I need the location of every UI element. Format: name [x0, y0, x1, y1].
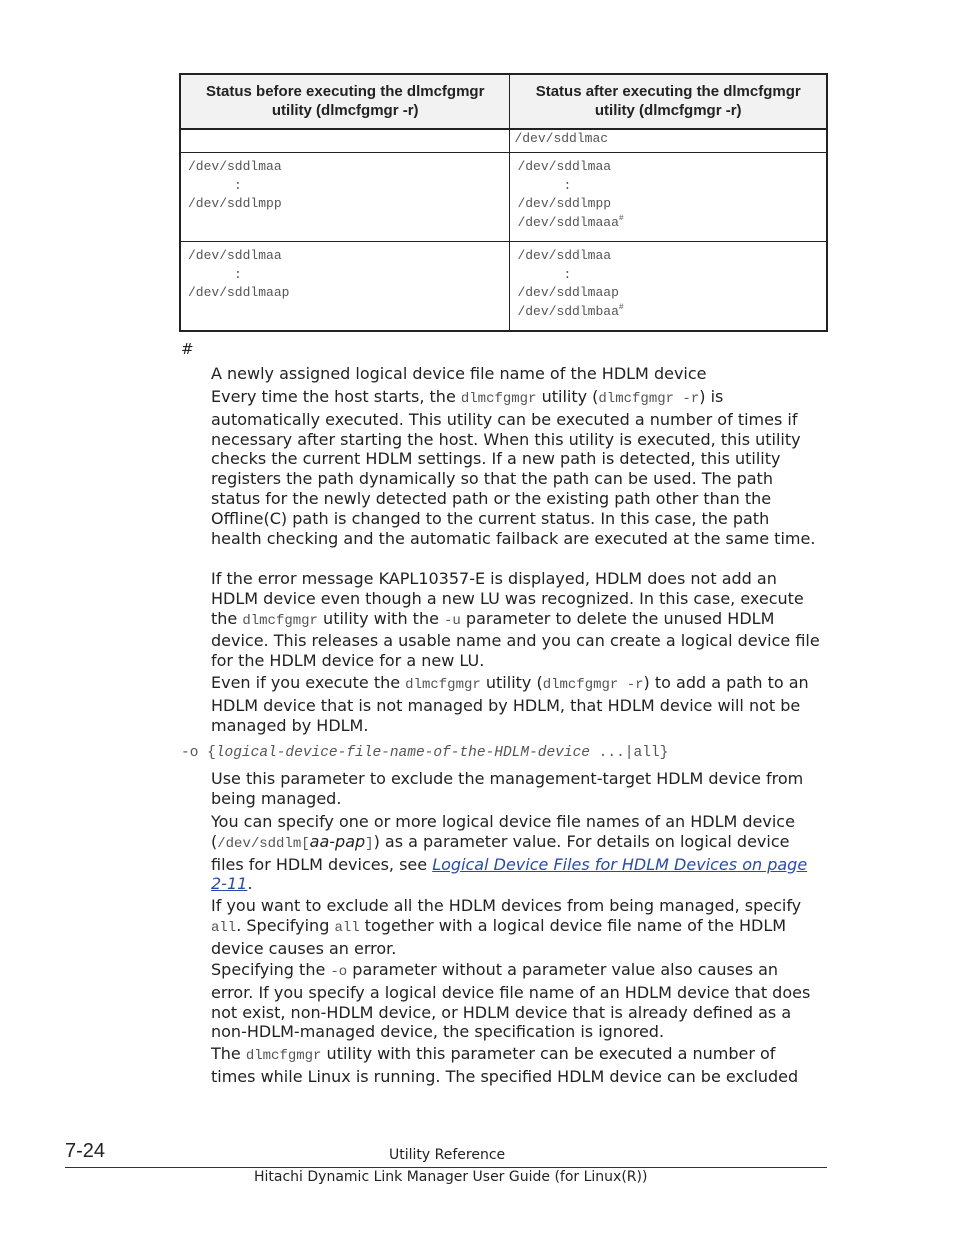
ellipsis-colon: :: [234, 266, 242, 282]
text: If you want to exclude all the HDLM devices from being managed, specify: [211, 896, 802, 915]
text: parameter without a parameter value also causes an error. If you specify a logical device file name of an HDLM device that does not exist, non-HDLM device, or HDLM device that is already defined as a non-HDLM-managed device, the specification is ignored.: [211, 960, 811, 1042]
text: . Specifying: [236, 915, 335, 935]
text: The: [211, 1044, 246, 1063]
status-table: [179, 73, 828, 332]
code: -u: [444, 612, 461, 629]
footer-title: Hitachi Dynamic Link Manager User Guide (for Linux(R)): [254, 1169, 648, 1185]
table-row: [180, 129, 827, 153]
text: Every time the host starts, the: [211, 387, 461, 406]
text: ) to add a path to an HDLM device that is not managed by HDLM, that HDLM device will not be managed by HDLM.: [211, 673, 809, 735]
footnote-mark: #: [618, 214, 624, 224]
footnote-text: A newly assigned logical device file name of the HDLM device: [211, 364, 707, 383]
text: together with a logical device file name of the HDLM device causes an error.: [211, 915, 787, 958]
code: /dev/sddlm[: [217, 835, 310, 852]
device-path: /dev/sddlmac: [514, 131, 609, 146]
code: dlmcfgmgr: [245, 1048, 322, 1064]
paragraph: [211, 812, 823, 894]
text: ) is automatically executed. This utility can be executed a number of times if necessary after starting the host. When this utility is executed, this utility checks the current HDLM settings. If a new path is detected, this utility registers the path dynamically so that the path can be used. The path status for the newly detected path or the existing path other than the Offline(C) path is changed to the current status. In this case, the path health checking and the automatic failback are executed at the same time.: [211, 387, 816, 548]
paragraph: Use this parameter to exclude the management-target HDLM device from being managed.: [211, 769, 804, 808]
code: dlmcfgmgr: [405, 677, 481, 693]
text: parameter to delete the unused HDLM device. This releases a usable name and you can create a logical device file for the HDLM device for a new LU.: [211, 608, 820, 671]
device-path: /dev/sddlmpp: [188, 196, 282, 212]
text: You can specify one or more logical device file names of an HDLM device (: [211, 812, 795, 851]
paragraph: [211, 896, 823, 958]
column-header-after: Status after executing the dlmcfgmgr utility (dlmcfgmgr -r): [510, 74, 827, 129]
text: ) as a parameter value. For details on logical device files for HDLM devices, see: [211, 831, 790, 874]
device-path: /dev/sddlmaap: [517, 285, 619, 301]
device-path: /dev/sddlmbaa: [517, 303, 619, 319]
text: utility (: [480, 673, 543, 692]
paragraph: [211, 569, 823, 671]
code: dlmcfgmgr: [242, 612, 318, 629]
device-path: /dev/sddlmaaa: [517, 215, 619, 231]
ellipsis-colon: :: [563, 177, 572, 193]
text: utility (: [536, 387, 599, 406]
table-row: [180, 241, 827, 330]
code: ...|all}: [589, 745, 669, 761]
table-cell: [180, 129, 510, 153]
table-cell: [510, 129, 827, 153]
code-italic: aa-pap: [309, 831, 366, 851]
table-row: [180, 153, 827, 242]
table-cell: [510, 153, 827, 242]
option-syntax: [181, 745, 668, 761]
text: Even if you execute the: [211, 673, 406, 692]
ellipsis-colon: :: [563, 266, 572, 282]
footnote-marker: #: [181, 340, 194, 358]
device-path: /dev/sddlmaa: [188, 159, 282, 174]
ellipsis-colon: :: [234, 177, 242, 193]
column-header-before: Status before executing the dlmcfgmgr utility (dlmcfgmgr -r): [180, 74, 510, 129]
code: dlmcfgmgr -r: [542, 677, 644, 693]
paragraph: [211, 1044, 823, 1087]
device-path: /dev/sddlmpp: [517, 196, 612, 212]
footnote-mark: #: [618, 302, 624, 312]
page-number: 7-24: [65, 1140, 106, 1162]
code: all: [334, 919, 360, 936]
table-cell: [180, 241, 510, 330]
code: dlmcfgmgr -r: [598, 391, 700, 407]
code: -o {: [181, 745, 216, 761]
cross-reference-link[interactable]: Logical Device Files for HDLM Devices on page 2-11: [211, 854, 808, 894]
device-path: /dev/sddlmaa: [188, 247, 282, 263]
text: utility with the: [317, 608, 445, 628]
code: all: [211, 919, 237, 936]
text: If the error message KAPL10357-E is displayed, HDLM does not add an HDLM device even though a new LU was recognized. In this case, execute the: [211, 569, 804, 628]
code: ]: [365, 835, 374, 852]
code: dlmcfgmgr: [460, 391, 537, 407]
paragraph: [211, 960, 823, 1042]
footer-section: Utility Reference: [389, 1147, 506, 1163]
footer-divider: [65, 1167, 827, 1168]
text: utility with this parameter can be executed a number of times while Linux is running. The specified HDLM device can be excluded: [211, 1044, 799, 1086]
device-path: /dev/sddlmaap: [188, 285, 290, 301]
code-italic: logical-device-file-name-of-the-HDLM-device: [215, 745, 590, 761]
code: -o: [330, 964, 348, 980]
device-path: /dev/sddlmaa: [517, 159, 612, 174]
table-cell: [180, 153, 510, 242]
paragraph: [211, 673, 823, 735]
paragraph: [211, 387, 823, 548]
table-cell: [510, 241, 827, 330]
device-path: /dev/sddlmaa: [517, 247, 612, 263]
text: Specifying the: [211, 960, 331, 979]
text: .: [247, 874, 253, 894]
